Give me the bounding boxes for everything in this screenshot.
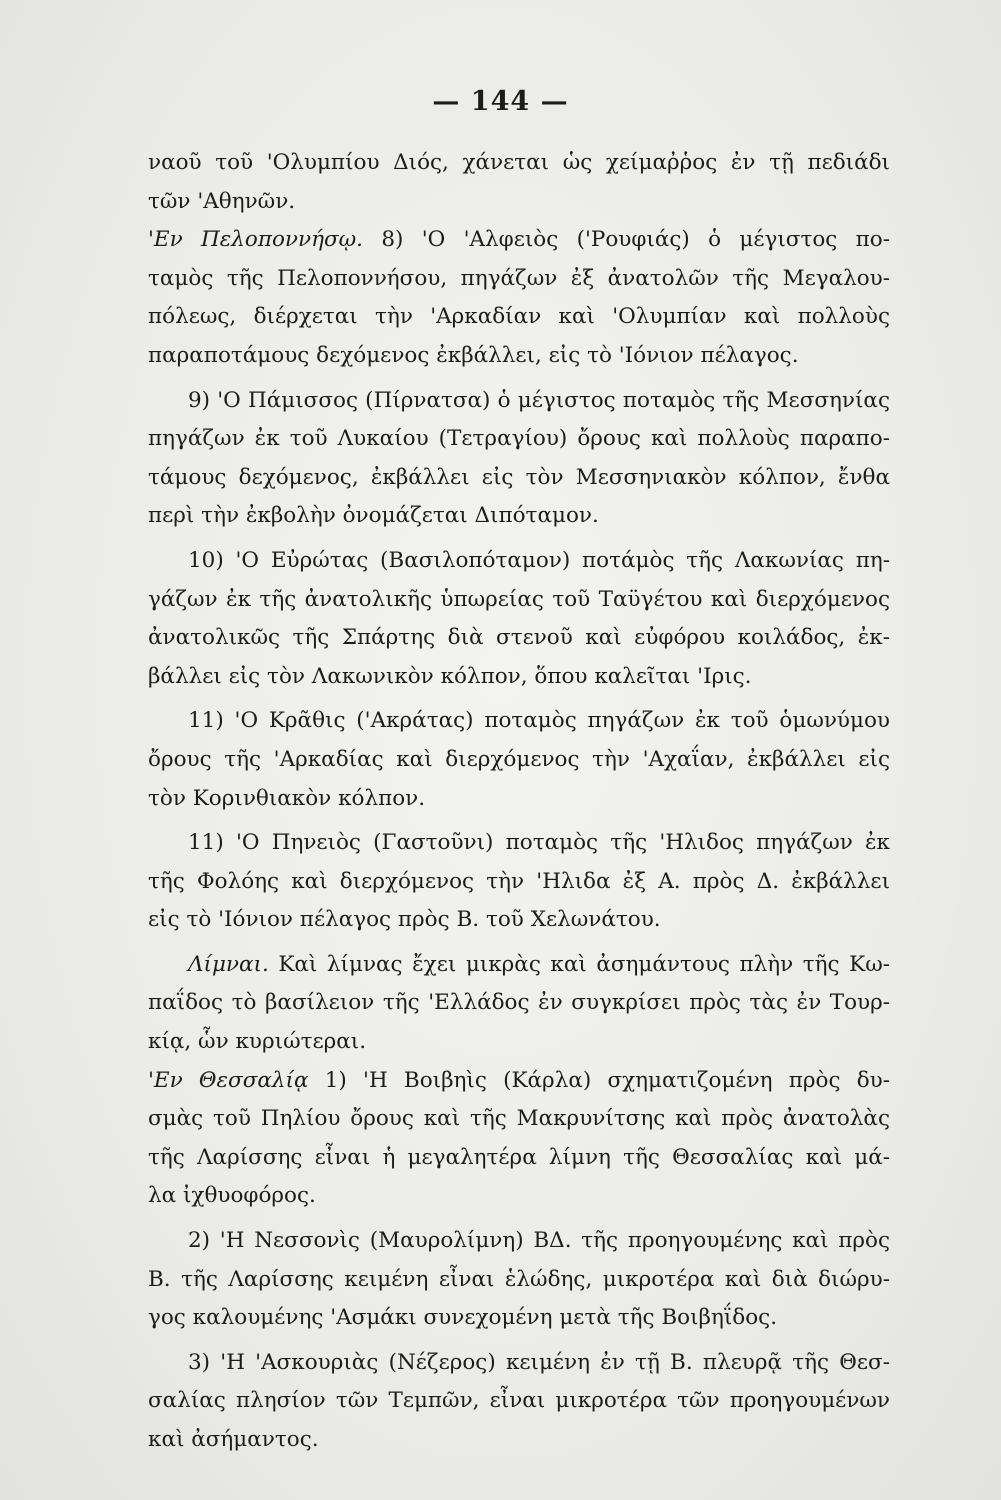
- line-text: εἰς τὸ 'Ιόνιον πέλαγος πρὸς Β. τοῦ Χελωνάτου.: [148, 907, 661, 933]
- text-line: [148, 901, 890, 940]
- line-text: 2) 'Η Νεσσονὶς (Μαυρολίμνη) ΒΔ. τῆς προηγουμένης καὶ πρὸς: [188, 1228, 890, 1254]
- text-line: [148, 1421, 890, 1460]
- line-text: παΐδος τὸ βασίλειον τῆς 'Ελλάδος ἐν συγκρίσει πρὸς τὰς ἐν Τουρ-: [148, 990, 890, 1016]
- text-line: [148, 946, 890, 985]
- line-text: 10) 'Ο Εὐρώτας (Βασιλοπόταμον) ποτάμὸς τῆς Λακωνίας πη-: [188, 547, 890, 573]
- line-text: σμὰς τοῦ Πηλίου ὄρους καὶ τῆς Μακρυνίτσης καὶ πρὸς ἀνατολὰς: [148, 1106, 890, 1132]
- text-line: [148, 1062, 890, 1101]
- text-line: [148, 1382, 890, 1421]
- text-line: [148, 1344, 890, 1383]
- line-text: τῆς Φολόης καὶ διερχόμενος τὴν 'Ηλιδα ἐξ Α. πρὸς Δ. ἐκβάλλει: [148, 868, 890, 894]
- text-line: [148, 581, 890, 620]
- text-line: [148, 420, 890, 459]
- text-line: [148, 824, 890, 863]
- line-text: βάλλει εἰς τὸν Λακωνικὸν κόλπον, ὅπου καλεῖται 'Ιρις.: [148, 663, 752, 689]
- line-text: τὸν Κορινθιακὸν κόλπον.: [148, 785, 426, 811]
- page-number: — 144 —: [432, 86, 569, 117]
- line-text: Β. τῆς Λαρίσσης κειμένη εἶναι ἑλώδης, μικροτέρα καὶ διὰ διώρυ-: [148, 1266, 890, 1292]
- text-line: [148, 619, 890, 658]
- text-line: [148, 183, 890, 222]
- text-line: [148, 497, 890, 536]
- line-text: 11) 'Ο Πηνειὸς (Γαστοῦνι) ποταμὸς τῆς 'Ηλιδος πηγάζων ἐκ: [188, 830, 890, 856]
- line-text: 8) 'Ο 'Αλφειὸς ('Ρουφιάς) ὁ μέγιστος πο-: [363, 227, 890, 253]
- text-line: [148, 984, 890, 1023]
- line-text: πηγάζων ἐκ τοῦ Λυκαίου (Τετραγίου) ὄρους καὶ πολλοὺς παραπο-: [148, 426, 890, 452]
- text-line: [148, 221, 890, 260]
- text-line: [148, 1139, 890, 1178]
- text-line: [148, 1299, 890, 1338]
- line-text: περὶ τὴν ἐκβολὴν ὀνομάζεται Διπόταμον.: [148, 503, 599, 529]
- section-heading: Λίμναι.: [188, 951, 269, 977]
- text-line: [148, 337, 890, 376]
- section-heading: 'Εν Πελοποννήσῳ.: [148, 227, 363, 253]
- line-text: σαλίας πλησίον τῶν Τεμπῶν, εἶναι μικροτέρα τῶν προηγουμένων: [148, 1388, 890, 1414]
- text-line: [148, 1177, 890, 1216]
- text-line: [148, 1222, 890, 1261]
- text-line: [148, 1023, 890, 1062]
- text-line: [148, 459, 890, 498]
- text-line: [148, 382, 890, 421]
- line-text: Καὶ λίμνας ἔχει μικρὰς καὶ ἀσημάντους πλὴν τῆς Κω-: [268, 951, 890, 977]
- line-text: ταμὸς τῆς Πελοποννήσου, πηγάζων ἐξ ἀνατολῶν τῆς Μεγαλου-: [148, 265, 890, 291]
- line-text: τάμους δεχόμενος, ἐκβάλλει εἰς τὸν Μεσσηνιακὸν κόλπον, ἔνθα: [148, 464, 890, 490]
- text-line: [148, 658, 890, 697]
- line-text: ἀνατολικῶς τῆς Σπάρτης διὰ στενοῦ καὶ εὐφόρου κοιλάδος, ἐκ-: [148, 625, 890, 651]
- line-text: 1) 'Η Βοιβηὶς (Κάρλα) σχηματιζομένη πρὸς δυ-: [308, 1067, 890, 1093]
- text-line: [148, 1100, 890, 1139]
- line-text: γάζων ἐκ τῆς ἀνατολικῆς ὑπωρείας τοῦ Ταϋγέτου καὶ διερχόμενος: [148, 586, 890, 612]
- body-text: [148, 144, 890, 1460]
- line-text: τῶν 'Αθηνῶν.: [148, 188, 296, 214]
- line-text: τῆς Λαρίσσης εἶναι ἡ μεγαλητέρα λίμνη τῆς Θεσσαλίας καὶ μά-: [148, 1144, 890, 1170]
- line-text: γος καλουμένης 'Ασμάκι συνεχομένη μετὰ τῆς Βοιβηΐδος.: [148, 1305, 778, 1331]
- text-line: [148, 863, 890, 902]
- line-text: 11) 'Ο Κρᾶθις ('Ακράτας) ποταμὸς πηγάζων ἐκ τοῦ ὁμωνύμου: [188, 708, 890, 734]
- line-text: κίᾳ, ὧν κυριώτεραι.: [148, 1029, 367, 1055]
- text-line: [148, 702, 890, 741]
- text-line: [148, 260, 890, 299]
- text-line: [148, 1261, 890, 1300]
- text-line: [148, 542, 890, 581]
- text-line: [148, 144, 890, 183]
- section-heading: 'Εν Θεσσαλίᾳ: [148, 1067, 309, 1093]
- line-text: 3) 'Η 'Ασκουριὰς (Νέζερος) κειμένη ἐν τῇ Β. πλευρᾷ τῆς Θεσ-: [188, 1349, 890, 1375]
- line-text: 9) 'Ο Πάμισσος (Πίρνατσα) ὁ μέγιστος ποταμὸς τῆς Μεσσηνίας: [188, 387, 890, 413]
- line-text: λα ἰχθυοφόρος.: [148, 1183, 316, 1209]
- line-text: ὄρους τῆς 'Αρκαδίας καὶ διερχόμενος τὴν 'Αχαΐαν, ἐκβάλλει εἰς: [148, 746, 890, 772]
- line-text: πόλεως, διέρχεται τὴν 'Αρκαδίαν καὶ 'Ολυμπίαν καὶ πολλοὺς: [148, 304, 890, 330]
- text-line: [148, 741, 890, 780]
- text-line: [148, 780, 890, 819]
- text-line: [148, 298, 890, 337]
- line-text: ναοῦ τοῦ 'Ολυμπίου Διός, χάνεται ὡς χείμαῤῥος ἐν τῇ πεδιάδι: [148, 150, 890, 175]
- line-text: καὶ ἀσήμαντος.: [148, 1427, 319, 1452]
- line-text: παραποτάμους δεχόμενος ἐκβάλλει, εἰς τὸ 'Ιόνιον πέλαγος.: [148, 342, 799, 368]
